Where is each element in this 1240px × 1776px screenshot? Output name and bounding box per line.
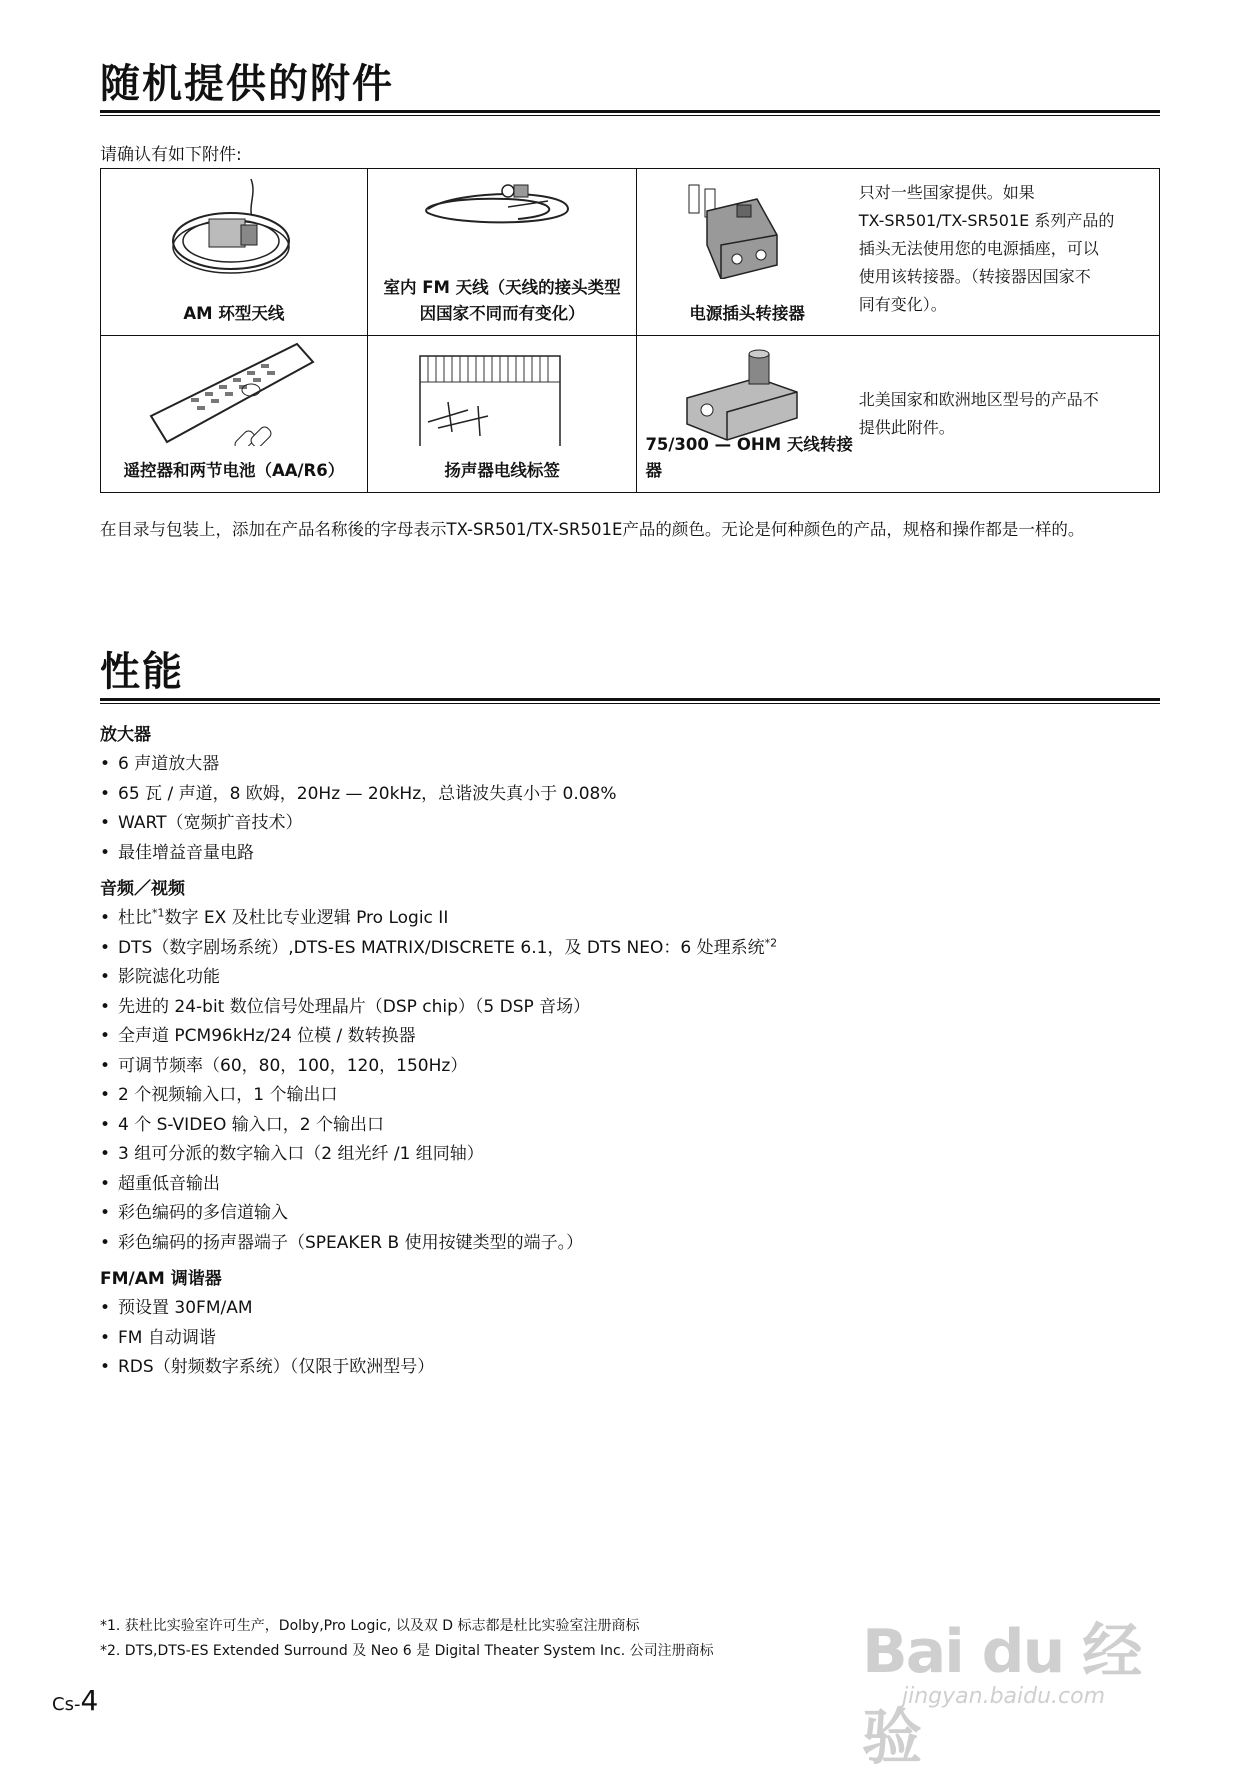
list-item: • 65 瓦 / 声道，8 欧姆，20Hz — 20kHz，总谐波失真小于 0.08% bbox=[100, 780, 1160, 810]
footnote-2: *2. DTS,DTS-ES Extended Surround 及 Neo 6 是 Digital Theater System Inc. 公司注册商标 bbox=[100, 1643, 714, 1659]
cell-fm-antenna bbox=[367, 169, 637, 336]
list-item bbox=[100, 934, 1160, 964]
caption-fm-antenna-line2: 因国家不同而有变化） bbox=[419, 304, 585, 323]
plug-adapter-icon bbox=[637, 175, 857, 279]
item-text: 杜比 bbox=[118, 908, 152, 928]
caption-speaker-labels: 扬声器电线标签 bbox=[444, 461, 560, 480]
note-plug-line5: 同有变化）。 bbox=[858, 295, 947, 314]
list-item bbox=[100, 904, 1160, 934]
accessories-table bbox=[100, 168, 1160, 493]
list-item: • 先进的 24-bit 数位信号处理晶片（DSP chip）（5 DSP 音场） bbox=[100, 993, 1160, 1023]
footnote-ref: *2 bbox=[764, 935, 778, 949]
list-item: • 最佳增益音量电路 bbox=[100, 839, 1160, 869]
remote-control-icon bbox=[101, 342, 368, 446]
note-antenna-line1: 北美国家和欧洲地区型号的产品不 bbox=[858, 390, 1099, 409]
list-item: • 影院滤化功能 bbox=[100, 963, 1160, 993]
list-item: • 4 个 S-VIDEO 输入口，2 个输出口 bbox=[100, 1111, 1160, 1141]
group-title-tuner: FM/AM 调谐器 bbox=[100, 1269, 222, 1289]
note-plug-line3: 插头无法使用您的电源插座，可以 bbox=[858, 239, 1099, 258]
title-rule bbox=[100, 698, 1160, 704]
cell-speaker-labels bbox=[367, 336, 637, 493]
page-number-value: 4 bbox=[80, 1684, 99, 1717]
title-rule bbox=[100, 110, 1160, 116]
list-item: • 预设置 30FM/AM bbox=[100, 1294, 1160, 1324]
caption-fm-antenna-line1: 室内 FM 天线（天线的接头类型 bbox=[383, 278, 621, 297]
speaker-cable-labels-icon bbox=[368, 342, 638, 446]
caption-antenna-adapter: 75/300 — OHM 天线转接器 bbox=[645, 435, 853, 480]
list-item: • 超重低音输出 bbox=[100, 1170, 1160, 1200]
fm-antenna-icon bbox=[368, 175, 638, 279]
caption-plug-adapter: 电源插头转接器 bbox=[689, 304, 805, 323]
list-item: • 3 组可分派的数字输入口（2 组光纤 /1 组同轴） bbox=[100, 1140, 1160, 1170]
page-number-prefix: Cs- bbox=[52, 1694, 81, 1715]
list-item: • WART（宽频扩音技术） bbox=[100, 809, 1160, 839]
watermark-logo: Bai du 经验 bbox=[862, 1617, 1141, 1773]
list-item: • 可调节频率（60，80，100，120，150Hz） bbox=[100, 1052, 1160, 1082]
cell-plug-adapter bbox=[637, 169, 857, 336]
caption-remote: 遥控器和两节电池（AA/R6） bbox=[123, 461, 345, 480]
note-antenna-adapter bbox=[857, 336, 1160, 493]
section-title-accessories: 随机提供的附件 bbox=[100, 61, 394, 107]
group-title-audio-video: 音频／视频 bbox=[100, 879, 185, 899]
section-title-features: 性能 bbox=[100, 649, 184, 695]
note-antenna-line2: 提供此附件。 bbox=[858, 418, 955, 437]
note-plug-line1: 只对一些国家提供。如果 bbox=[858, 183, 1035, 202]
am-loop-antenna-icon bbox=[101, 175, 368, 279]
list-item: • 2 个视频输入口，1 个输出口 bbox=[100, 1081, 1160, 1111]
footnotes bbox=[100, 1614, 714, 1664]
list-item: • RDS（射频数字系统）（仅限于欧洲型号） bbox=[100, 1353, 1160, 1383]
note-plug-line2: TX-SR501/TX-SR501E 系列产品的 bbox=[858, 211, 1115, 230]
features-list bbox=[100, 720, 1160, 1389]
item-text: 数字 EX 及杜比专业逻辑 Pro Logic II bbox=[164, 908, 449, 928]
tuner-list bbox=[100, 1294, 1160, 1383]
list-item: • 6 声道放大器 bbox=[100, 750, 1160, 780]
cell-antenna-adapter bbox=[637, 336, 857, 493]
footnote-ref: *1 bbox=[152, 906, 165, 920]
package-note: 在目录与包装上，添加在产品名称後的字母表示TX-SR501/TX-SR501E产品的颜色。无论是何种颜色的产品，规格和操作都是一样的。 bbox=[100, 520, 1085, 539]
page-number bbox=[52, 1684, 98, 1717]
amplifier-list bbox=[100, 750, 1160, 868]
antenna-adapter-icon bbox=[637, 342, 857, 446]
list-item: • FM 自动调谐 bbox=[100, 1324, 1160, 1354]
watermark bbox=[862, 1604, 1182, 1773]
watermark-url: jingyan.baidu.com bbox=[902, 1684, 1106, 1709]
note-plug-adapter bbox=[857, 169, 1160, 336]
cell-am-antenna bbox=[101, 169, 368, 336]
caption-am-antenna: AM 环型天线 bbox=[183, 304, 285, 323]
cell-remote bbox=[101, 336, 368, 493]
list-item: • 彩色编码的扬声器端子（SPEAKER B 使用按键类型的端子。） bbox=[100, 1229, 1160, 1259]
note-plug-line4: 使用该转接器。（转接器因国家不 bbox=[858, 267, 1091, 286]
caption-fm-antenna bbox=[368, 275, 637, 327]
list-item: • 全声道 PCM96kHz/24 位模 / 数转换器 bbox=[100, 1022, 1160, 1052]
audio-video-list bbox=[100, 904, 1160, 1258]
list-item: • 彩色编码的多信道输入 bbox=[100, 1199, 1160, 1229]
footnote-1: *1. 获杜比实验室许可生产，Dolby,Pro Logic, 以及双 D 标志都是杜比实验室注册商标 bbox=[100, 1618, 640, 1634]
group-title-amplifier: 放大器 bbox=[100, 725, 151, 745]
item-text: DTS（数字剧场系统）,DTS-ES MATRIX/DISCRETE 6.1，及 DTS NEO：6 处理系统 bbox=[118, 937, 765, 958]
intro-text: 请确认有如下附件: bbox=[100, 145, 242, 165]
